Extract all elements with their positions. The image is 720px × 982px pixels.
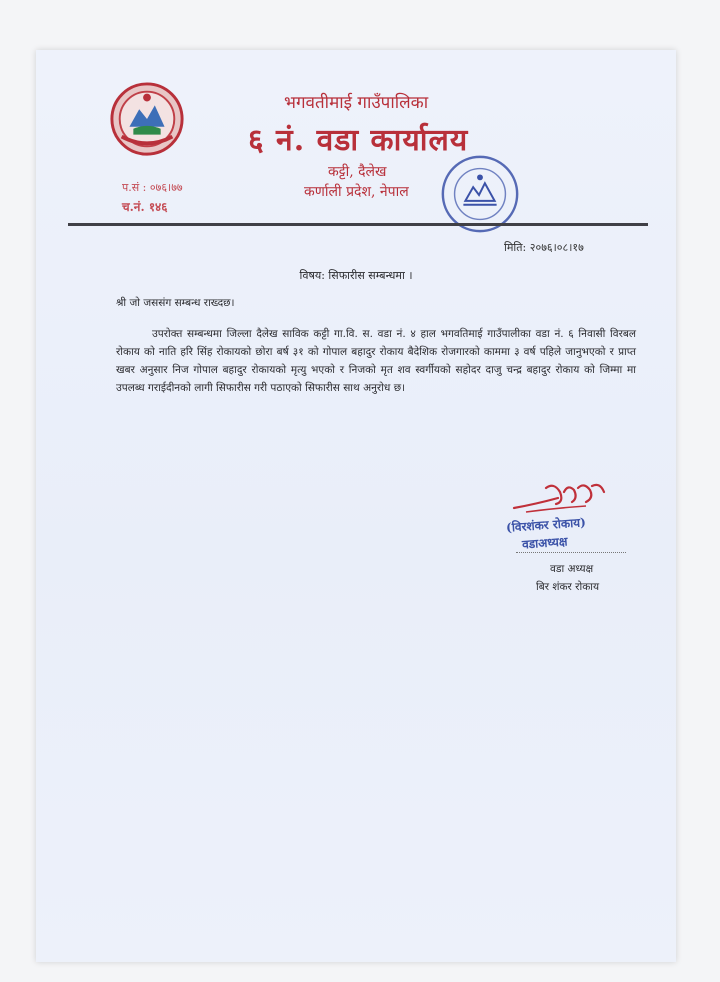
- nepal-government-emblem-icon: [108, 80, 186, 158]
- letter-page: [36, 50, 676, 962]
- letter-date: मिति: २०७६।०८।१७: [504, 241, 584, 254]
- signatory-name: बिर शंकर रोकाय: [536, 581, 600, 593]
- letterhead-divider: [68, 223, 648, 226]
- signatory-name-stamp: (विरशंकर रोकाय): [505, 515, 587, 535]
- letterhead-address: कट्टी, दैलेख: [328, 164, 387, 180]
- letter-salutation: श्री जो जससंग सम्बन्ध राख्दछ।: [116, 297, 235, 309]
- signature-line: [516, 552, 626, 553]
- letterhead-municipality: भगवतीमाई गाउँपालिका: [284, 93, 429, 113]
- letterhead-ward-office: ६ नं. वडा कार्यालय: [248, 123, 469, 158]
- letterhead-province: कर्णाली प्रदेश, नेपाल: [304, 184, 409, 200]
- letter-body: उपरोक्त सम्बन्धमा जिल्ला दैलेख साविक कट्टी गा.वि. स. वडा नं. ४ हाल भगवतिमाई गाउँपालीका वडा नं. ६ निवासी विरबल रोकाय को नाति हरि सिंह रोकायको छोरा बर्ष ३१ को गोपाल बहादुर रोकाय बैदेशिक रोजगारको काममा ३ वर्ष पहिले जानुभएको र प्राप्त खबर अनुसार निज गोपाल बहादुर रोकायको मृत्यु भएको र निजको मृत शव स्वर्गीयको सहोदर दाजु चन्द्र बहादुर रोकाय को जिम्मा मा उपलब्ध गराईदीनको लागी सिफारीस गरी पठाएको सिफारीस साथ अनुरोध छ।: [116, 328, 636, 394]
- fiscal-year-reference: प.सं : ०७६।७७: [122, 181, 183, 194]
- signatory-role-stamp: वडाअध्यक्ष: [521, 534, 568, 552]
- dispatch-number: च.नं. १४६: [122, 200, 168, 214]
- letter-subject: विषय: सिफारीस सम्बन्धमा ।: [299, 269, 413, 282]
- signatory-role: वडा अध्यक्ष: [550, 563, 594, 575]
